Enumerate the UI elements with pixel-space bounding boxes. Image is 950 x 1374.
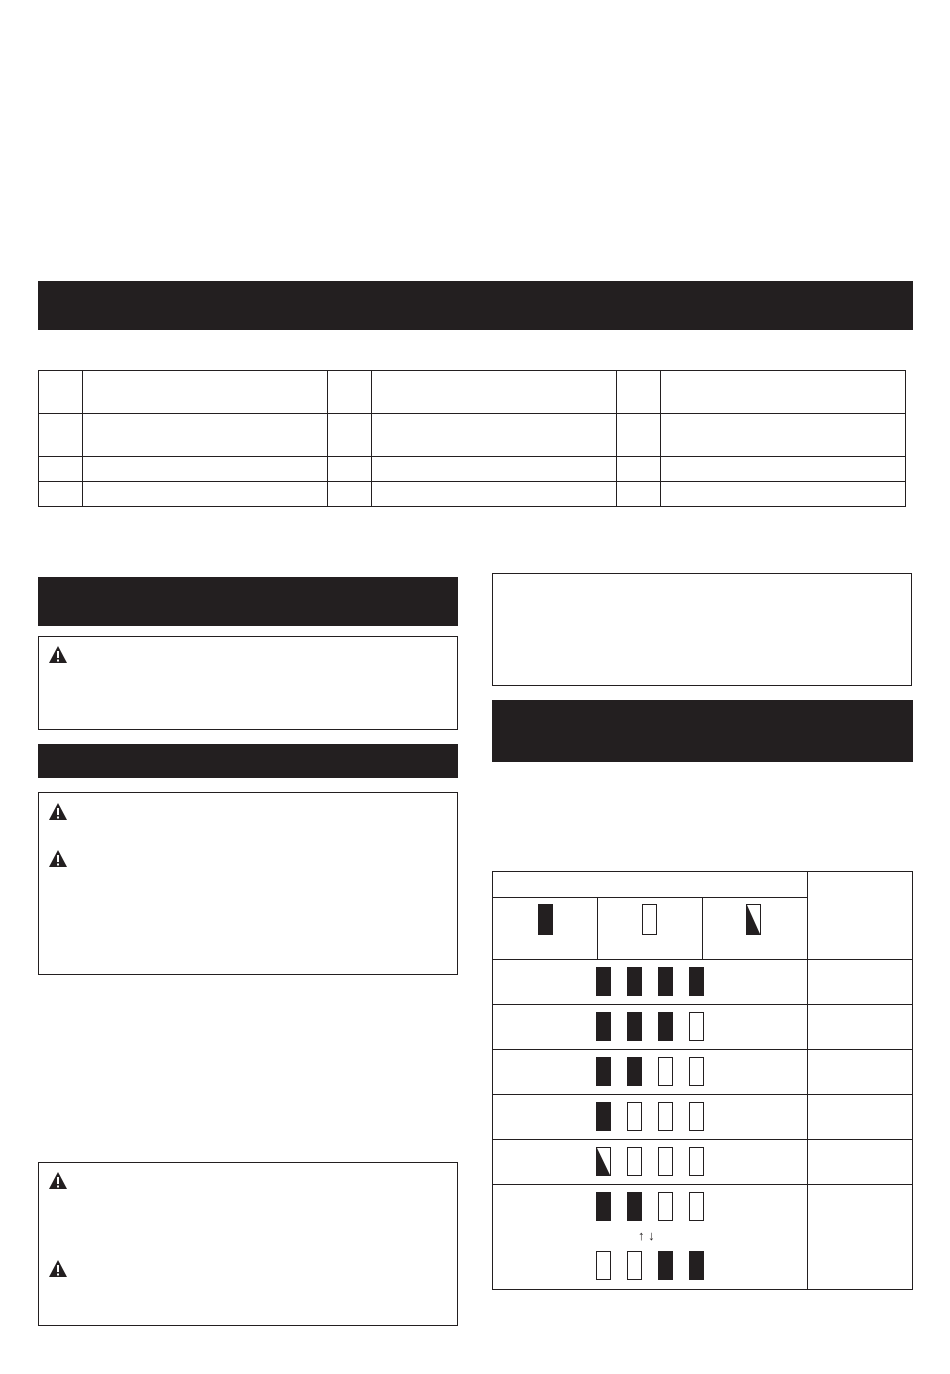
lamp-on-icon xyxy=(689,967,704,996)
warning-triangle-icon xyxy=(48,1259,68,1278)
lamp-on-icon xyxy=(596,967,611,996)
lamp-on-icon xyxy=(689,1251,704,1280)
lamp-off-icon xyxy=(689,1192,704,1221)
lamp-off-icon xyxy=(642,904,657,935)
left-section-heading-bar xyxy=(38,577,458,626)
parts-table xyxy=(38,370,906,507)
lamp-blinking-icon xyxy=(746,904,761,935)
legend-blinking xyxy=(703,898,808,960)
warning-triangle-icon xyxy=(48,802,68,821)
right-section-heading-bar xyxy=(492,700,913,762)
legend-off xyxy=(598,898,703,960)
table-row xyxy=(493,872,913,898)
warning-box xyxy=(38,1162,458,1326)
left-subheading-bar xyxy=(38,744,458,778)
lamp-on-icon xyxy=(627,1057,642,1086)
table-row xyxy=(39,457,906,482)
legend-lit xyxy=(493,898,598,960)
table-row xyxy=(493,1050,913,1095)
lamp-on-icon xyxy=(658,1251,673,1280)
remaining-capacity-header xyxy=(808,872,913,960)
lamp-row xyxy=(493,1185,808,1290)
lamp-off-icon xyxy=(689,1057,704,1086)
warning-box xyxy=(38,792,458,975)
table-row xyxy=(493,960,913,1005)
lamp-off-icon xyxy=(658,1102,673,1131)
lamp-row xyxy=(493,960,808,1005)
section-heading-bar xyxy=(38,281,913,330)
lamp-off-icon xyxy=(658,1192,673,1221)
capacity-cell xyxy=(808,1095,913,1140)
toggle-arrows: ↑ ↓ xyxy=(638,1228,655,1243)
lamp-off-icon xyxy=(689,1012,704,1041)
capacity-cell xyxy=(808,960,913,1005)
lamp-half-icon xyxy=(596,1147,611,1176)
lamp-on-icon xyxy=(658,967,673,996)
table-row xyxy=(493,1095,913,1140)
lamp-on-icon xyxy=(658,1012,673,1041)
lamp-row xyxy=(493,1140,808,1185)
lamp-on-icon xyxy=(627,1192,642,1221)
warning-triangle-icon xyxy=(48,645,68,664)
lamp-off-icon xyxy=(658,1147,673,1176)
capacity-cell xyxy=(808,1185,913,1290)
table-row xyxy=(493,1005,913,1050)
table-row xyxy=(39,414,906,457)
lamp-off-icon xyxy=(689,1147,704,1176)
lamp-off-icon xyxy=(658,1057,673,1086)
lamp-on-icon xyxy=(596,1057,611,1086)
warning-triangle-icon xyxy=(48,1171,68,1190)
lamp-on-icon xyxy=(627,967,642,996)
table-row xyxy=(39,371,906,414)
lamp-off-icon xyxy=(689,1102,704,1131)
capacity-cell xyxy=(808,1005,913,1050)
capacity-cell xyxy=(808,1140,913,1185)
lamp-off-icon xyxy=(627,1102,642,1131)
lamp-off-icon xyxy=(627,1147,642,1176)
lamp-row xyxy=(493,1005,808,1050)
lamp-on-icon xyxy=(596,1102,611,1131)
lamp-on-icon xyxy=(596,1012,611,1041)
lamp-row xyxy=(493,1050,808,1095)
lamp-row xyxy=(493,1095,808,1140)
warning-triangle-icon xyxy=(48,849,68,868)
lamp-off-icon xyxy=(596,1251,611,1280)
indicator-lamps-header xyxy=(493,872,808,898)
lamp-on-icon xyxy=(596,1192,611,1221)
table-row xyxy=(39,482,906,507)
lamp-lit-icon xyxy=(538,904,553,935)
warning-box xyxy=(38,636,458,730)
table-row xyxy=(493,1140,913,1185)
lamp-on-icon xyxy=(627,1012,642,1041)
note-box xyxy=(492,573,912,686)
lamp-off-icon xyxy=(627,1251,642,1280)
capacity-cell xyxy=(808,1050,913,1095)
battery-indicator-table xyxy=(492,871,913,1290)
table-row xyxy=(493,1185,913,1290)
